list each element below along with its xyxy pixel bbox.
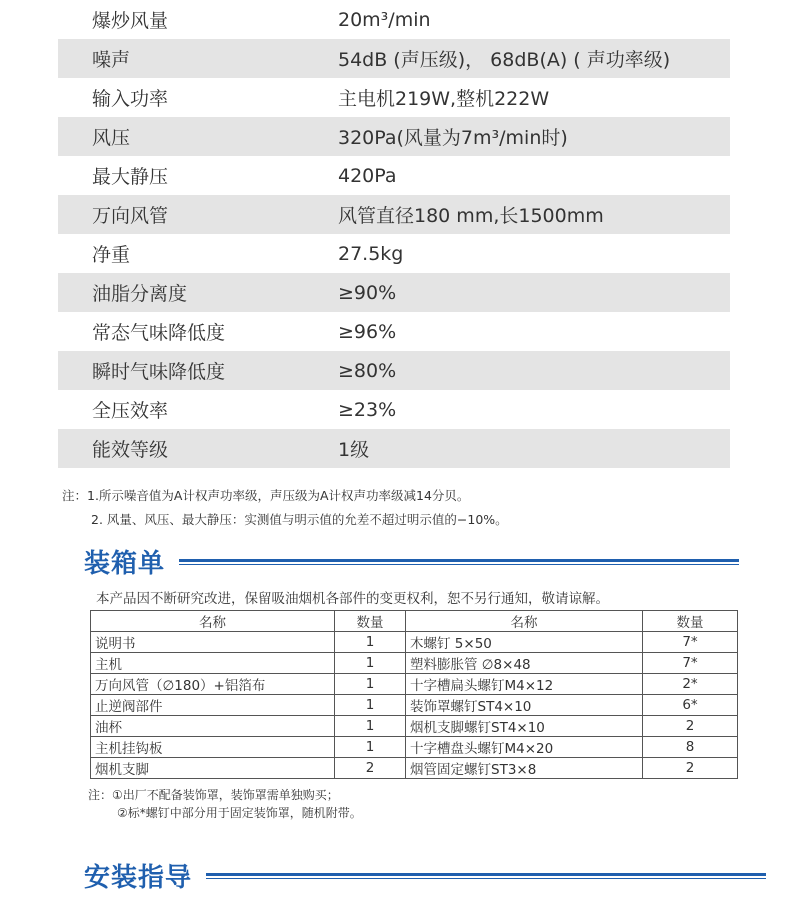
spec-key: 常态气味降低度 xyxy=(92,322,226,344)
spec-row xyxy=(58,117,730,156)
spec-row xyxy=(58,39,730,78)
item-qty: 2 xyxy=(643,758,738,779)
spec-key: 全压效率 xyxy=(92,400,169,422)
spec-key: 爆炒风量 xyxy=(92,10,169,32)
spec-key: 净重 xyxy=(92,244,131,266)
header-qty: 数量 xyxy=(335,611,406,632)
table-row xyxy=(91,716,738,737)
header-name: 名称 xyxy=(91,611,335,632)
spec-key: 噪声 xyxy=(92,49,131,71)
item-qty: 2 xyxy=(643,716,738,737)
spec-row xyxy=(58,234,730,273)
spec-value: 1级 xyxy=(338,439,370,461)
spec-key: 油脂分离度 xyxy=(92,283,188,305)
spec-value: ≥23% xyxy=(338,398,397,421)
spec-value: ≥96% xyxy=(338,320,397,343)
item-name: 烟机支脚 xyxy=(91,758,335,779)
spec-row xyxy=(58,273,730,312)
spec-value: 54dB (声压级)， 68dB(A) ( 声功率级) xyxy=(338,49,671,71)
spec-row xyxy=(58,195,730,234)
spec-value: 风管直径180 mm,长1500mm xyxy=(338,205,604,227)
item-qty: 1 xyxy=(335,674,406,695)
item-qty: 6* xyxy=(643,695,738,716)
item-qty: 1 xyxy=(335,632,406,653)
table-row xyxy=(91,632,738,653)
item-qty: 7* xyxy=(643,632,738,653)
packing-title: 装箱单 xyxy=(84,549,166,579)
spec-value: 20m³/min xyxy=(338,8,431,31)
title-rule xyxy=(179,559,739,565)
item-qty: 1 xyxy=(335,653,406,674)
item-qty: 7* xyxy=(643,653,738,674)
spec-row xyxy=(58,429,730,468)
table-row xyxy=(91,737,738,758)
spec-value: 320Pa(风量为7m³/min时) xyxy=(338,127,568,149)
spec-row xyxy=(58,390,730,429)
table-header-row xyxy=(91,611,738,632)
item-name: 油杯 xyxy=(91,716,335,737)
spec-value: 主电机219W,整机222W xyxy=(338,88,550,110)
spec-row xyxy=(58,156,730,195)
item-name: 烟管固定螺钉ST3×8 xyxy=(406,758,643,779)
title-rule xyxy=(206,873,766,879)
item-qty: 1 xyxy=(335,737,406,758)
table-row xyxy=(91,674,738,695)
spec-key: 输入功率 xyxy=(92,88,169,110)
spec-row xyxy=(58,351,730,390)
table-row xyxy=(91,695,738,716)
spec-value: ≥80% xyxy=(338,359,397,382)
install-section-header xyxy=(84,857,766,894)
item-qty: 8 xyxy=(643,737,738,758)
spec-key: 万向风管 xyxy=(92,205,169,227)
spec-row xyxy=(58,312,730,351)
spec-key: 风压 xyxy=(92,127,131,149)
install-title: 安装指导 xyxy=(84,863,193,893)
item-qty: 2 xyxy=(335,758,406,779)
item-name: 止逆阀部件 xyxy=(91,695,335,716)
item-name: 万向风管（∅180）+铝箔布 xyxy=(91,674,335,695)
spec-table xyxy=(58,0,730,468)
item-name: 说明书 xyxy=(91,632,335,653)
spec-value: 27.5kg xyxy=(338,242,404,265)
packing-note-1: 注：①出厂不配备装饰罩，装饰罩需单独购买； xyxy=(88,788,339,802)
item-name: 十字槽盘头螺钉M4×20 xyxy=(406,737,643,758)
item-name: 主机 xyxy=(91,653,335,674)
spec-value: ≥90% xyxy=(338,281,397,304)
spec-note-1: 注：1.所示噪音值为A计权声功率级，声压级为A计权声功率级减14分贝。 xyxy=(62,488,470,503)
spec-key: 最大静压 xyxy=(92,166,169,188)
item-name: 十字槽扁头螺钉M4×12 xyxy=(406,674,643,695)
packing-section-header xyxy=(84,543,739,580)
item-name: 装饰罩螺钉ST4×10 xyxy=(406,695,643,716)
spec-key: 能效等级 xyxy=(92,439,169,461)
spec-note-2: 2. 风量、风压、最大静压：实测值与明示值的允差不超过明示值的−10%。 xyxy=(91,512,508,527)
header-name: 名称 xyxy=(406,611,643,632)
item-qty: 1 xyxy=(335,716,406,737)
header-qty: 数量 xyxy=(643,611,738,632)
item-name: 木螺钉 5×50 xyxy=(406,632,643,653)
spec-row xyxy=(58,0,730,39)
item-qty: 2* xyxy=(643,674,738,695)
packing-intro: 本产品因不断研究改进，保留吸油烟机各部件的变更权利，恕不另行通知，敬请谅解。 xyxy=(96,591,609,607)
item-name: 塑料膨胀管 ∅8×48 xyxy=(406,653,643,674)
item-qty: 1 xyxy=(335,695,406,716)
packing-note-2: ②标*螺钉中部分用于固定装饰罩，随机附带。 xyxy=(117,806,362,820)
spec-key: 瞬时气味降低度 xyxy=(92,361,226,383)
table-row xyxy=(91,653,738,674)
packing-table xyxy=(90,610,738,779)
spec-value: 420Pa xyxy=(338,164,397,187)
item-name: 主机挂钩板 xyxy=(91,737,335,758)
spec-row xyxy=(58,78,730,117)
item-name: 烟机支脚螺钉ST4×10 xyxy=(406,716,643,737)
table-row xyxy=(91,758,738,779)
